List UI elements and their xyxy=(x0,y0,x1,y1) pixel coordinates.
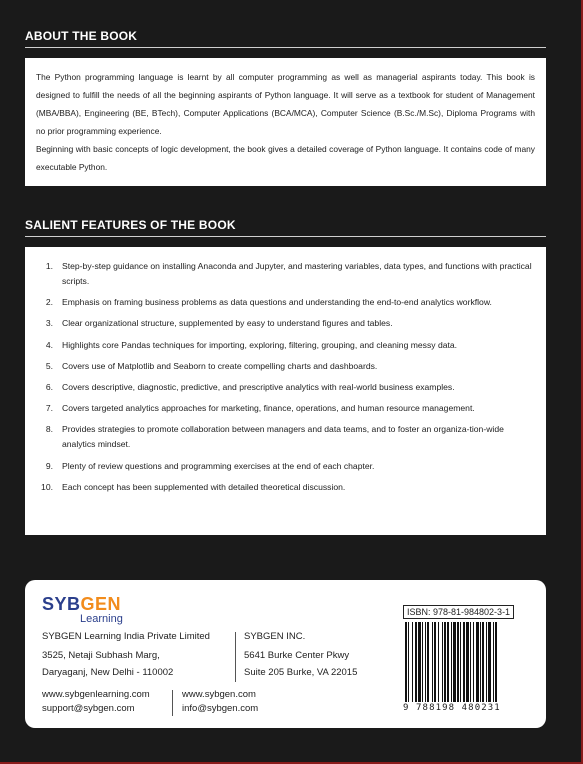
email-link-1[interactable]: support@sybgen.com xyxy=(42,703,135,714)
inc-contact xyxy=(182,688,258,716)
logo-subtitle: Learning xyxy=(80,613,123,625)
features-list xyxy=(36,259,532,495)
feature-text: Emphasis on framing business problems as data questions and understanding the end-to-end analytics workflow. xyxy=(62,297,492,308)
feature-item xyxy=(36,422,532,452)
features-heading: SALIENT FEATURES OF THE BOOK xyxy=(25,218,546,237)
feature-item xyxy=(36,401,532,416)
feature-number: 4. xyxy=(45,339,53,350)
feature-text: Covers use of Matplotlib and Seaborn to create compelling charts and dashboards. xyxy=(62,360,378,371)
isbn-barcode xyxy=(403,602,541,713)
india-address-line-1: 3525, Netaji Subhash Marg, xyxy=(42,650,160,661)
feature-number: 5. xyxy=(45,360,53,371)
feature-item xyxy=(36,459,532,474)
feature-text: Highlights core Pandas techniques for importing, exploring, filtering, grouping, and cleaning messy data. xyxy=(62,339,458,350)
isbn-label: ISBN: 978-81-984802-3-1 xyxy=(403,605,514,619)
feature-number: 6. xyxy=(45,381,53,392)
inc-address-line-1: 5641 Burke Center Pkwy xyxy=(244,650,350,661)
india-contact xyxy=(42,688,150,716)
inc-address xyxy=(244,628,357,681)
inc-address-line-2: Suite 205 Burke, VA 22015 xyxy=(244,667,358,678)
feature-number: 9. xyxy=(45,460,53,471)
about-heading: ABOUT THE BOOK xyxy=(25,29,546,48)
about-box xyxy=(25,58,546,186)
barcode-digits: 9 788198 480231 xyxy=(403,703,501,713)
feature-item xyxy=(36,316,532,331)
feature-item xyxy=(36,259,532,289)
website-link-1[interactable]: www.sybgenlearning.com xyxy=(42,689,150,700)
india-address xyxy=(42,628,210,681)
website-link-2[interactable]: www.sybgen.com xyxy=(182,689,256,700)
feature-text: Covers descriptive, diagnostic, predictive, and prescriptive analytics with real-world business examples. xyxy=(62,381,455,392)
feature-text: Provides strategies to promote collaboration between managers and data teams, and to foster an organiza-tion-wide analytics mindset. xyxy=(62,424,504,450)
feature-text: Clear organizational structure, supplemented by easy to understand figures and tables. xyxy=(62,318,393,329)
india-company-name: SYBGEN Learning India Private Limited xyxy=(42,631,210,642)
feature-number: 10. xyxy=(41,481,53,492)
feature-item xyxy=(36,295,532,310)
feature-number: 1. xyxy=(45,261,53,271)
feature-number: 3. xyxy=(45,318,53,329)
feature-number: 2. xyxy=(45,297,53,308)
feature-text: Plenty of review questions and programming exercises at the end of each chapter. xyxy=(62,460,375,471)
inc-company-name: SYBGEN INC. xyxy=(244,631,306,642)
india-address-line-2: Daryaganj, New Delhi - 110002 xyxy=(42,667,174,678)
address-divider xyxy=(235,632,236,682)
barcode-icon xyxy=(403,622,533,704)
feature-item xyxy=(36,338,532,353)
sybgen-logo xyxy=(42,594,123,625)
email-link-2[interactable]: info@sybgen.com xyxy=(182,703,259,714)
feature-text: Covers targeted analytics approaches for marketing, finance, operations, and human resource management. xyxy=(62,403,475,414)
feature-item xyxy=(36,480,532,495)
feature-number: 7. xyxy=(45,403,53,414)
logo-text-syb: SYB xyxy=(42,594,81,614)
logo-text-gen: GEN xyxy=(80,594,122,614)
features-box xyxy=(25,247,546,535)
about-paragraph-1: The Python programming language is learnt by all computer programming as well as managerial aspirants today. This book is designed to fulfill the needs of all the beginning aspirants of Python language. It will serve as a textbook for student of Management (MBA/BBA), Engineering (BE, BTech), Computer Applications (BCA/MCA), Computer Science (B.Sc./M.Sc), Diploma Programs with no prior programming experience. xyxy=(36,72,535,136)
about-paragraph-2: Beginning with basic concepts of logic development, the book gives a detailed coverage of Python language. It contains code of many executable Python. xyxy=(36,144,535,172)
contact-divider xyxy=(172,690,173,716)
feature-number: 8. xyxy=(45,424,53,435)
feature-text: Step-by-step guidance on installing Anaconda and Jupyter, and mastering variables, data types, and functions with practical scripts. xyxy=(62,261,532,286)
publisher-footer xyxy=(25,580,546,728)
feature-item xyxy=(36,359,532,374)
feature-text: Each concept has been supplemented with detailed theoretical discussion. xyxy=(62,481,346,492)
feature-item xyxy=(36,380,532,395)
